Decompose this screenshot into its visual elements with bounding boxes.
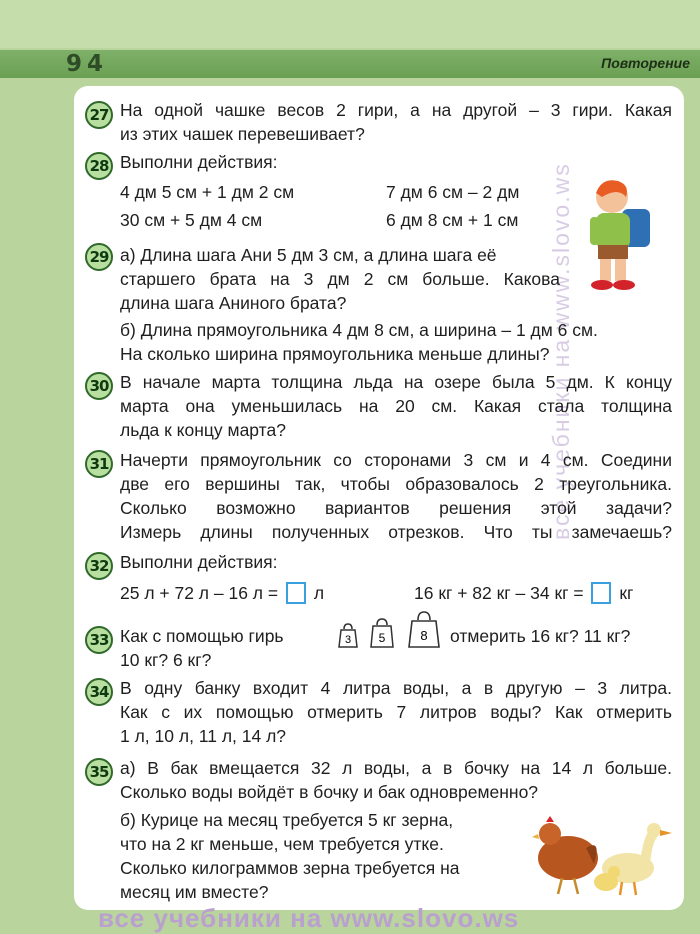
task-29-line-5: На сколько ширина прямоугольника меньше длины?	[120, 344, 550, 364]
task-31-line-4: Измерь длины полученных отрезков. Что ты замечаешь?	[120, 522, 672, 542]
task-35-line-2: Сколько воды войдёт в бочку и бак одновременно?	[120, 782, 539, 802]
task-35-line-1: а) В бак вмещается 32 л воды, а в бочку на 14 л больше.	[120, 758, 672, 778]
task-number-31: 31	[85, 450, 113, 478]
task-number-32: 32	[85, 552, 113, 580]
bottom-watermark: все учебники на www.slovo.ws	[98, 903, 520, 933]
task-29-line-4: б) Длина прямоугольника 4 дм 8 см, а ширина – 1 дм 6 см.	[120, 320, 598, 340]
task-32-expr-2-unit: кг	[619, 583, 634, 603]
task-27-line-1: На одной чашке весов 2 гири, а на другой – 3 гири. Какая	[120, 100, 672, 120]
task-28-expr-3: 30 см + 5 дм 4 см	[120, 210, 263, 230]
side-watermark: все учебники на www.slovo.ws	[548, 162, 574, 540]
task-33-line-1-end: отмерить 16 кг? 11 кг?	[450, 626, 631, 646]
task-28-expr-2: 7 дм 6 см – 2 дм	[386, 182, 520, 202]
task-33-line-2: 10 кг? 6 кг?	[120, 650, 212, 670]
task-32-expr-1-unit: л	[313, 583, 325, 603]
task-number-33: 33	[85, 626, 113, 654]
task-27-line-2: из этих чашек перевешивает?	[120, 124, 365, 144]
hen-duck-illustration	[528, 812, 678, 903]
task-29-line-3: длина шага Аниного брата?	[120, 293, 347, 313]
task-32-expr-2-left: 16 кг + 82 кг – 34 кг =	[414, 583, 584, 603]
task-35-line-4: что на 2 кг меньше, чем требуется утке.	[120, 834, 444, 854]
answer-box-1[interactable]	[286, 582, 306, 604]
section-title: Повторение	[601, 55, 690, 71]
task-number-35: 35	[85, 758, 113, 786]
weight-8-label: 8	[420, 628, 428, 643]
task-29-line-2: старшего брата на 3 дм 2 см больше. Какова	[120, 269, 560, 289]
task-34-line-2: Как с их помощью отмерить 7 литров воды? Как отмерить	[120, 702, 672, 722]
page-header	[0, 50, 700, 78]
task-31-line-3: Сколько возможно вариантов решения этой задачи?	[120, 498, 672, 518]
task-29-line-1: а) Длина шага Ани 5 дм 3 см, а длина шага её	[120, 245, 497, 265]
task-30-line-2: марта она уменьшилась на 20 см. Какая стала толщина	[120, 396, 672, 416]
task-33-line-1-start: Как с помощью гирь	[120, 626, 284, 646]
weight-5-icon	[370, 617, 394, 648]
task-32-expr-1	[120, 581, 324, 605]
weight-8-icon	[408, 610, 440, 648]
task-31-line-2: две его вершины так, чтобы образовалось 2 треугольника.	[120, 474, 672, 494]
task-34-line-1: В одну банку входит 4 литра воды, а в другую – 3 литра.	[120, 678, 672, 698]
task-number-27: 27	[85, 101, 113, 129]
task-35-line-5: Сколько килограммов зерна требуется на	[120, 858, 460, 878]
weight-3-icon	[338, 622, 358, 648]
task-28-intro: Выполни действия:	[120, 152, 278, 172]
task-34-line-3: 1 л, 10 л, 11 л, 14 л?	[120, 726, 287, 746]
task-32-intro: Выполни действия:	[120, 552, 278, 572]
task-number-30: 30	[85, 372, 113, 400]
task-35-line-3: б) Курице на месяц требуется 5 кг зерна,	[120, 810, 454, 830]
task-30-line-1: В начале марта толщина льда на озере была 5 дм. К концу	[120, 372, 672, 392]
weight-5-label: 5	[378, 631, 386, 645]
task-number-28: 28	[85, 152, 113, 180]
answer-box-2[interactable]	[591, 582, 611, 604]
task-number-29: 29	[85, 243, 113, 271]
task-28-expr-4: 6 дм 8 см + 1 см	[386, 210, 519, 230]
page-number: 94	[66, 51, 109, 77]
task-35-line-6: месяц им вместе?	[120, 882, 269, 902]
task-31-line-1: Начерти прямоугольник со сторонами 3 см и 4 см. Соедини	[120, 450, 672, 470]
boy-illustration	[572, 175, 662, 310]
weight-3-label: 3	[344, 634, 352, 646]
task-30-line-3: льда к концу марта?	[120, 420, 286, 440]
task-32-expr-1-left: 25 л + 72 л – 16 л =	[120, 583, 279, 603]
task-number-34: 34	[85, 678, 113, 706]
task-32-expr-2	[414, 581, 633, 605]
top-margin	[0, 0, 700, 48]
task-28-expr-1: 4 дм 5 см + 1 дм 2 см	[120, 182, 295, 202]
